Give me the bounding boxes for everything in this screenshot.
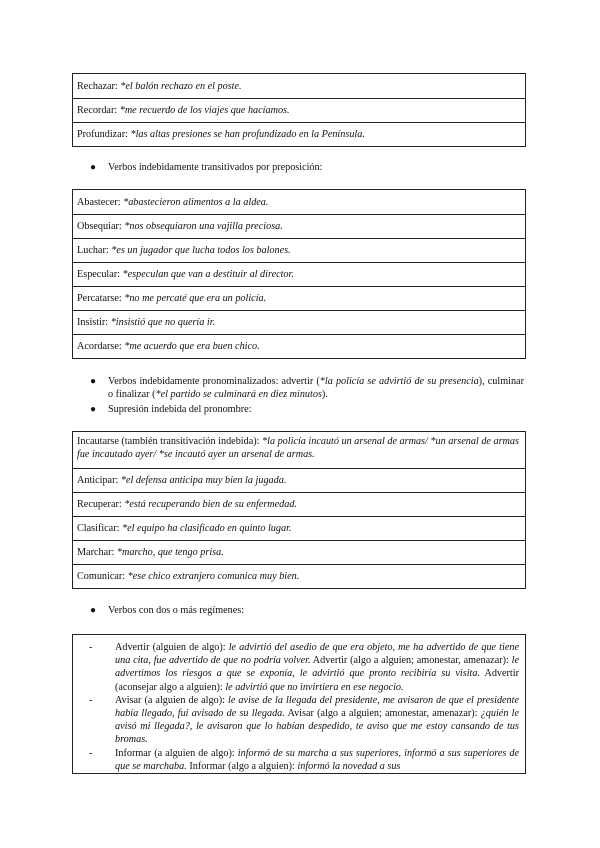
verb-term: Obsequiar: xyxy=(77,221,122,232)
regime-example: informó la novedad a sus xyxy=(297,760,401,772)
verb-example: *la policía incautó un arsenal de armas/ *un arsenal de armas fue incautado ayer/ *se incautó ayer un arsenal de armas. xyxy=(77,436,519,460)
table-preposition-verbs xyxy=(72,189,526,359)
list-item xyxy=(89,694,519,747)
list-item xyxy=(89,641,519,694)
table-row xyxy=(73,286,525,310)
table-row xyxy=(73,262,525,286)
bullet-text-part: ), culminar o finalizar ( xyxy=(108,376,524,400)
table-row xyxy=(73,214,525,238)
regime-example: le advertimos los riesgos a que se exponía, le advirtió que pronto recibiría su visita. xyxy=(115,655,519,680)
verb-term: Recordar: xyxy=(77,105,118,116)
regime-definition: Informar (algo a alguien): xyxy=(186,760,298,772)
bullet-text xyxy=(108,375,524,401)
verb-term: Luchar: xyxy=(77,245,109,256)
regime-example: le advirtió que no invirtiera en ese negocio. xyxy=(225,681,404,693)
dash-marker: - xyxy=(89,642,93,653)
verb-term: Marchar: xyxy=(77,547,115,558)
table-row xyxy=(73,564,525,588)
bullet-item xyxy=(90,403,524,416)
regime-definition: Informar (a alguien de algo): xyxy=(115,747,238,759)
verb-term: Abastecer: xyxy=(77,196,121,208)
dash-marker: - xyxy=(89,694,93,706)
verb-term: Incautarse (también transitivación indebida): xyxy=(77,436,260,447)
table-row xyxy=(73,310,525,334)
bullet-text: Verbos indebidamente transitivados por preposición: xyxy=(108,162,323,173)
verb-term: Comunicar: xyxy=(77,571,126,582)
table-pronoun-suppression xyxy=(72,431,526,589)
regime-definition: Advertir (alguien de algo): xyxy=(115,642,229,653)
table-row xyxy=(73,334,525,358)
table-row xyxy=(73,516,525,540)
bullet-dot-icon: ● xyxy=(90,162,97,173)
regime-example: le avise de la llegada del presidente, me avisaron de que el presidente había llegado, fui avisado de su llegada. xyxy=(115,694,520,720)
regime-definition: Avisar (a alguien de algo): xyxy=(115,694,228,706)
verb-example: *ese chico extranjero comunica muy bien. xyxy=(127,571,300,582)
verb-example: *me recuerdo de los viajes que hacíamos. xyxy=(119,105,290,116)
verb-example: *el defensa anticipa muy bien la jugada. xyxy=(120,475,287,486)
verb-example: *nos obsequiaron una vajilla preciosa. xyxy=(124,221,283,232)
verb-term: Recuperar: xyxy=(77,499,122,510)
bullet-text-part: Verbos indebidamente pronominalizados: advertir ( xyxy=(108,376,320,387)
regime-definition: Avisar (algo a alguien; amonestar, amenazar): xyxy=(284,708,481,720)
bullet-text: Verbos con dos o más regímenes: xyxy=(108,605,245,616)
dash-marker: - xyxy=(89,747,93,759)
verb-term: Percatarse: xyxy=(77,293,122,304)
regime-example: le advirtió del asedio de que era objeto, me ha advertido de que tiene una cita, fue advertido de que no podría volver. xyxy=(115,642,519,667)
regime-definition: Advertir (algo a alguien; amonestar, amenazar): xyxy=(310,655,512,667)
verb-term: Clasificar: xyxy=(77,523,120,534)
table-row xyxy=(73,492,525,516)
verb-term: Especular: xyxy=(77,269,120,280)
verb-term: Anticipar: xyxy=(77,475,119,486)
bullet-item xyxy=(90,604,524,617)
verb-term: Acordarse: xyxy=(77,341,122,352)
verb-example: *abastecieron alimentos a la aldea. xyxy=(123,196,269,208)
verb-example: *el equipo ha clasificado en quinto lugar. xyxy=(121,523,292,534)
table-row xyxy=(73,468,525,492)
bullet-example: *la policía se advirtió de su presencia xyxy=(319,376,479,387)
verb-example: *marcho, que tengo prisa. xyxy=(116,547,224,558)
verb-term: Profundizar: xyxy=(77,129,128,140)
list-item-text xyxy=(115,694,519,747)
bullet-dot-icon: ● xyxy=(90,404,97,415)
table-row xyxy=(73,432,525,468)
verb-example: *las altas presiones se han profundizado en la Península. xyxy=(130,129,365,140)
bullet-item xyxy=(90,161,524,174)
table-row xyxy=(73,74,525,98)
verb-example: *el balón rechazo en el poste. xyxy=(120,80,242,92)
bullet-dot-icon: ● xyxy=(90,376,97,387)
verb-term: Rechazar: xyxy=(77,80,118,92)
table-row xyxy=(73,238,525,262)
bullet-example: *el partido se culminará en diez minutos xyxy=(155,389,322,400)
table-row xyxy=(73,122,525,146)
list-item-text xyxy=(115,747,519,773)
verb-term: Insistir: xyxy=(77,317,109,328)
regime-definition: Advertir (aconsejar algo a alguien): xyxy=(115,668,519,693)
verb-example: *insistió que no quería ir. xyxy=(110,317,216,328)
verb-example: *no me percaté que era un policía. xyxy=(124,293,267,304)
verb-example: *está recuperando bien de su enfermedad. xyxy=(124,499,298,510)
table-transitive-verbs xyxy=(72,73,526,147)
table-row xyxy=(73,540,525,564)
regime-example: ¿quién le avisó mi llegada?, le avisaron que lo habían despedido, te aviso que me estoy cansando de tus bromas. xyxy=(115,708,519,746)
regime-example: informó de su marcha a sus superiores, informó a sus superiores de que se marchaba. xyxy=(115,747,519,772)
verb-example: *es un jugador que lucha todos los balones. xyxy=(111,245,291,256)
bullet-text: Supresión indebida del pronombre: xyxy=(108,404,252,415)
bullet-dot-icon: ● xyxy=(90,605,97,616)
list-item-text xyxy=(115,641,519,694)
verb-example: *especulan que van a destituir al director. xyxy=(122,269,294,280)
bullet-text-part: ). xyxy=(321,389,328,400)
list-item xyxy=(89,747,519,773)
table-row xyxy=(73,190,525,214)
verb-example: *me acuerdo que era buen chico. xyxy=(124,341,260,352)
regimes-box xyxy=(72,634,526,774)
bullet-item xyxy=(90,375,524,401)
table-row xyxy=(73,98,525,122)
